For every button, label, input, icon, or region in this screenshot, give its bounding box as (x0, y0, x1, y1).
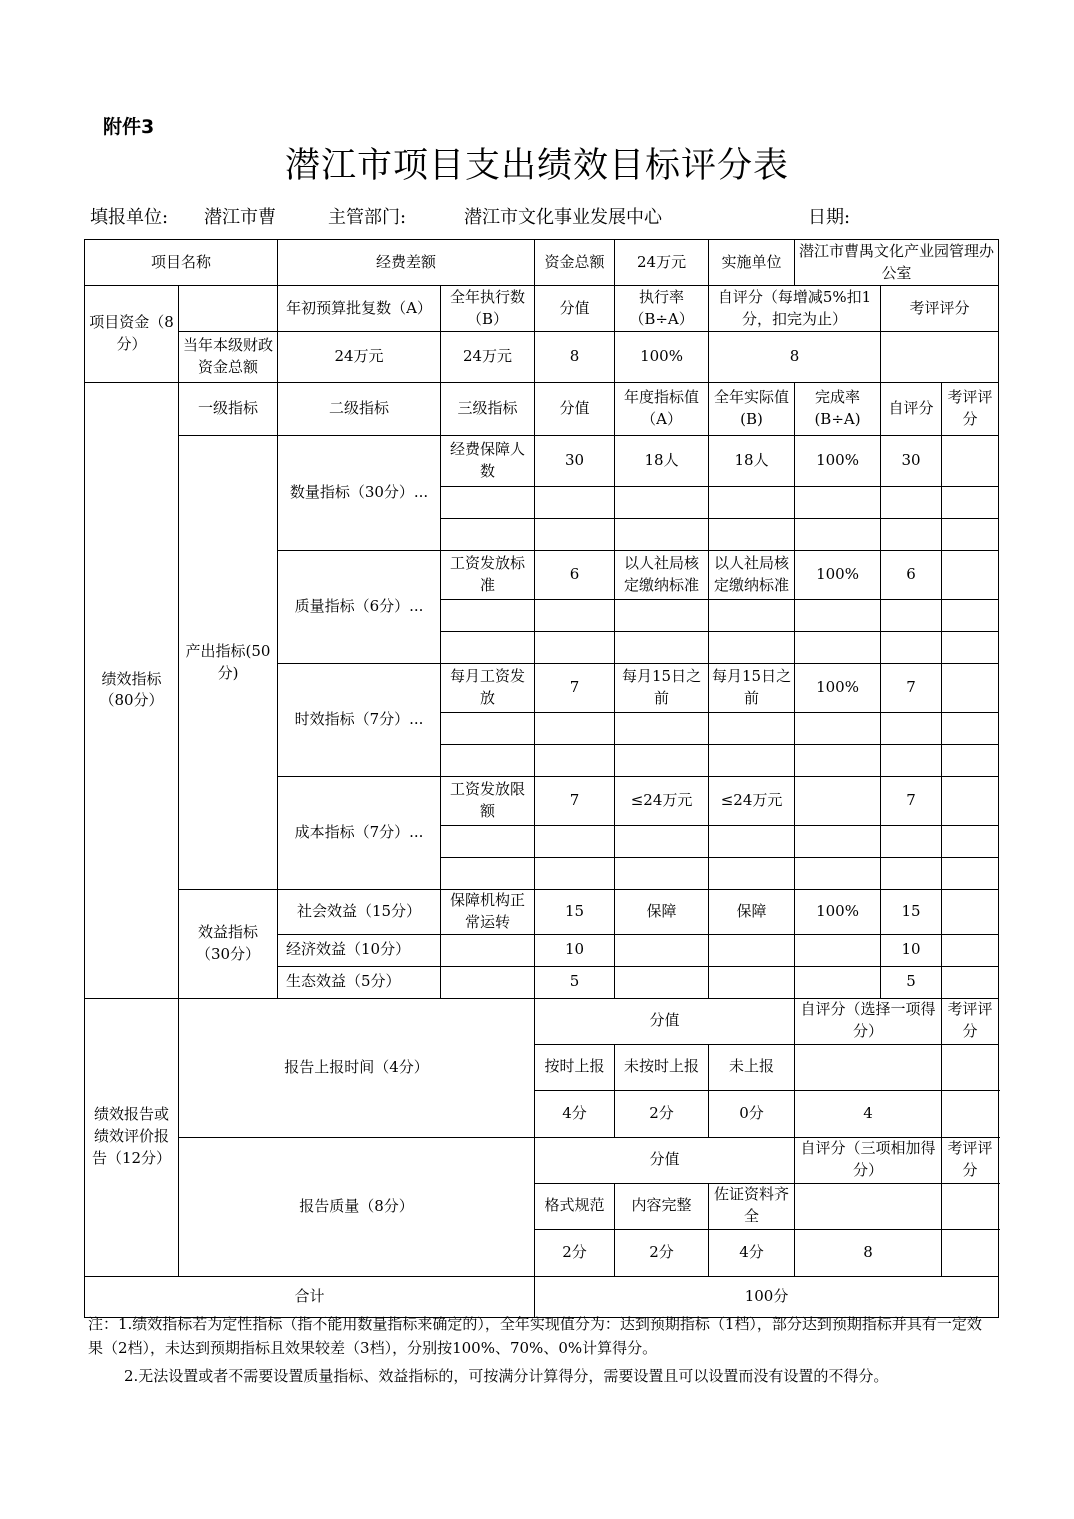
funds-review (881, 332, 999, 383)
timing-on-time: 按时上报 (535, 1044, 615, 1090)
funds-h-review: 考评评分 (881, 286, 999, 332)
cost-actual: ≤24万元 (709, 777, 795, 826)
social-rate: 100% (795, 890, 881, 935)
funds-exec: 24万元 (441, 332, 535, 383)
timing-none-pts: 0分 (709, 1090, 795, 1137)
perf-h-self: 自评分 (881, 383, 942, 436)
dept-label: 主管部门: (328, 207, 407, 228)
cost-rate (795, 777, 881, 826)
perf-label: 绩效指标（80分） (85, 383, 179, 999)
social-score: 15 (535, 890, 615, 935)
social-self: 15 (881, 890, 942, 935)
econ-score: 10 (535, 934, 615, 966)
date-label: 日期: (808, 207, 851, 228)
total-label: 合计 (85, 1276, 535, 1317)
attachment-label: 附件3 (103, 116, 155, 138)
quality-self-value: 8 (795, 1229, 942, 1276)
quality-evidence-pts: 4分 (709, 1229, 795, 1276)
funds-h-self: 自评分（每增减5%扣1分，扣完为止） (709, 286, 881, 332)
time-review (942, 664, 999, 713)
project-name-label: 项目名称 (85, 240, 278, 286)
dept-value: 潜江市文化事业发展中心 (464, 207, 662, 228)
impl-unit-value: 潜江市曹禺文化产业园管理办公室 (795, 240, 999, 286)
quality-format: 格式规范 (535, 1183, 615, 1229)
funds-h-budget: 年初预算批复数（A） (278, 286, 441, 332)
social-review (942, 890, 999, 935)
perf-h-score: 分值 (535, 383, 615, 436)
quality-score-label: 分值 (535, 1137, 795, 1183)
social-target: 保障 (615, 890, 709, 935)
table-row (85, 890, 999, 935)
quality-content-pts: 2分 (615, 1229, 709, 1276)
quality-label: 报告质量（8分） (179, 1137, 535, 1276)
funds-label: 项目资金（8分） (85, 286, 179, 383)
perf-h-actual: 全年实际值(B) (709, 383, 795, 436)
time-target: 每月15日之前 (615, 664, 709, 713)
timing-review-label: 考评评分 (942, 998, 999, 1044)
perf-h-rate: 完成率(B÷A) (795, 383, 881, 436)
qty-score: 30 (535, 436, 615, 487)
social-actual: 保障 (709, 890, 795, 935)
funds-row-label: 当年本级财政资金总额 (179, 332, 278, 383)
quality-review-label: 考评评分 (942, 1137, 999, 1183)
time-l3: 每月工资发放 (441, 664, 535, 713)
econ-l2: 经济效益（10分） (278, 934, 441, 966)
timing-on-time-pts: 4分 (535, 1090, 615, 1137)
quality-evidence: 佐证资料齐全 (709, 1183, 795, 1229)
qual-rate: 100% (795, 551, 881, 600)
qual-target: 以人社局核定缴纳标准 (615, 551, 709, 600)
output-label: 产出指标(50分) (179, 436, 278, 890)
funds-budget: 24万元 (278, 332, 441, 383)
qual-l3: 工资发放标准 (441, 551, 535, 600)
perf-h-l3: 三级指标 (441, 383, 535, 436)
perf-h-review: 考评评分 (942, 383, 999, 436)
qty-l2: 数量指标（30分）... (278, 436, 441, 551)
perf-h-l2: 二级指标 (278, 383, 441, 436)
funds-self: 8 (709, 332, 881, 383)
social-l2: 社会效益（15分） (278, 890, 441, 935)
impl-unit-label: 实施单位 (709, 240, 795, 286)
qual-score: 6 (535, 551, 615, 600)
econ-self: 10 (881, 934, 942, 966)
qual-l2: 质量指标（6分）... (278, 551, 441, 664)
total-funds-label: 资金总额 (535, 240, 615, 286)
qty-review (942, 436, 999, 487)
table-row (85, 436, 999, 487)
eco-self: 5 (881, 966, 942, 998)
timing-self-value: 4 (795, 1090, 942, 1137)
qty-actual: 18人 (709, 436, 795, 487)
quality-content: 内容完整 (615, 1183, 709, 1229)
funds-rate: 100% (615, 332, 709, 383)
time-score: 7 (535, 664, 615, 713)
funds-score: 8 (535, 332, 615, 383)
quality-self-label: 自评分（三项相加得分） (795, 1137, 942, 1183)
qty-target: 18人 (615, 436, 709, 487)
eco-score: 5 (535, 966, 615, 998)
timing-late: 未按时上报 (615, 1044, 709, 1090)
social-l3: 保障机构正常运转 (441, 890, 535, 935)
perf-h-l1: 一级指标 (179, 383, 278, 436)
report-label: 绩效报告或绩效评价报告（12分） (85, 998, 179, 1276)
project-name-value: 经费差额 (278, 240, 535, 286)
perf-h-target: 年度指标值（A） (615, 383, 709, 436)
unit-value: 潜江市曹 (204, 207, 276, 228)
timing-late-pts: 2分 (615, 1090, 709, 1137)
time-l2: 时效指标（7分）... (278, 664, 441, 777)
unit-label: 填报单位: (90, 207, 169, 228)
qual-review (942, 551, 999, 600)
qual-self: 6 (881, 551, 942, 600)
timing-label: 报告上报时间（4分） (179, 998, 535, 1137)
qty-l3: 经费保障人数 (441, 436, 535, 487)
total-funds-value: 24万元 (615, 240, 709, 286)
timing-none: 未上报 (709, 1044, 795, 1090)
funds-h-score: 分值 (535, 286, 615, 332)
benefit-label: 效益指标（30分） (179, 890, 278, 999)
funds-h-exec: 全年执行数（B） (441, 286, 535, 332)
quality-format-pts: 2分 (535, 1229, 615, 1276)
funds-h-rate: 执行率（B÷A） (615, 286, 709, 332)
page-title: 潜江市项目支出绩效目标评分表 (284, 146, 789, 186)
qty-rate: 100% (795, 436, 881, 487)
note-1: 注：1.绩效指标若为定性指标（指不能用数量指标来确定的），全年实现值分为：达到预期指标（1档），部分达到预期指标并具有一定效果（2档），未达到预期指标且效果较差（3档），分别按100%、70%、0%计算得分。 (88, 1315, 982, 1357)
cost-review (942, 777, 999, 826)
time-rate: 100% (795, 664, 881, 713)
notes (88, 1312, 992, 1392)
total-value: 100分 (535, 1276, 999, 1317)
qual-actual: 以人社局核定缴纳标准 (709, 551, 795, 600)
time-actual: 每月15日之前 (709, 664, 795, 713)
eco-l2: 生态效益（5分） (278, 966, 441, 998)
cost-l3: 工资发放限额 (441, 777, 535, 826)
qty-self: 30 (881, 436, 942, 487)
time-self: 7 (881, 664, 942, 713)
score-table (84, 239, 999, 1318)
cost-l2: 成本指标（7分）... (278, 777, 441, 890)
cost-score: 7 (535, 777, 615, 826)
funds-blank (179, 286, 278, 332)
cost-target: ≤24万元 (615, 777, 709, 826)
cost-self: 7 (881, 777, 942, 826)
timing-self-label: 自评分（选择一项得分） (795, 998, 942, 1044)
timing-score-label: 分值 (535, 998, 795, 1044)
note-2: 2.无法设置或者不需要设置质量指标、效益指标的，可按满分计算得分，需要设置且可以设置而没有设置的不得分。 (124, 1367, 889, 1385)
